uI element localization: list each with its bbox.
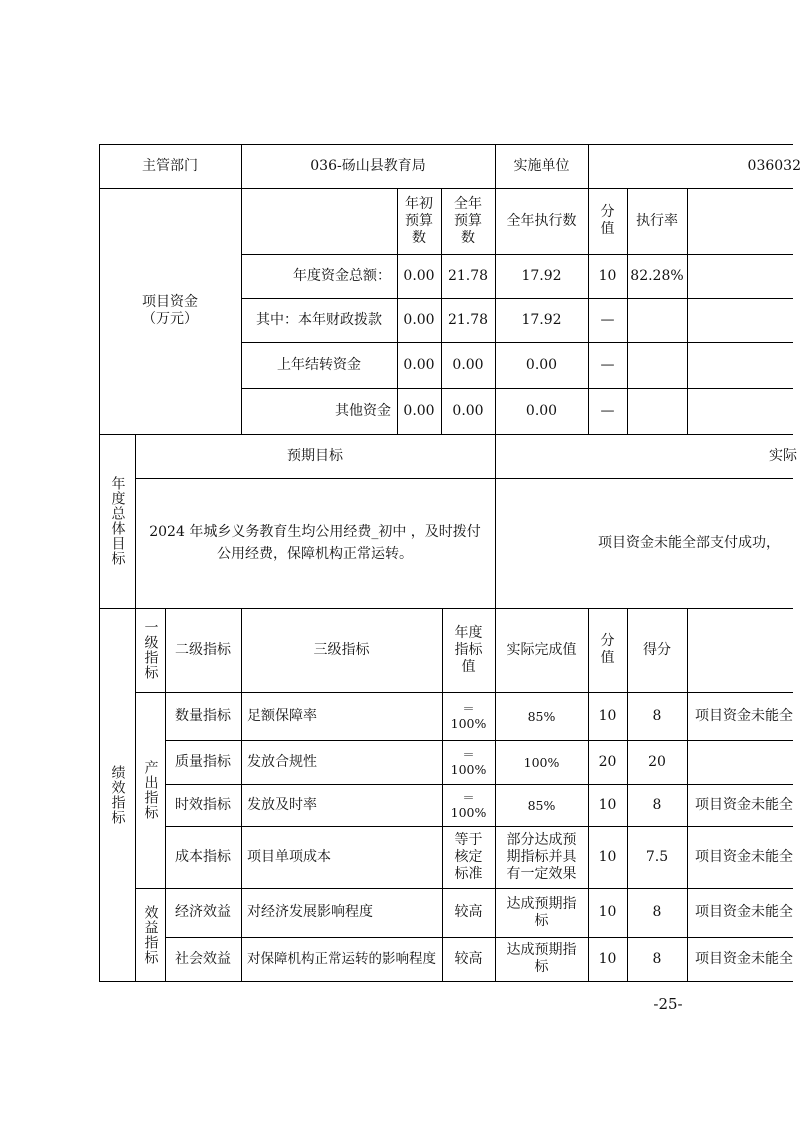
indicator-score: 10: [598, 796, 617, 813]
indicator-level2: 成本指标: [175, 848, 231, 865]
indicator-note: 项目资金未能全: [695, 707, 793, 724]
col-score: 分 值: [600, 204, 615, 237]
indicator-actual: 85%: [527, 708, 556, 724]
unit-value: 036032: [747, 157, 801, 174]
col-level2: 二级指标: [175, 641, 231, 658]
indicator-level3: 发放及时率: [247, 796, 317, 813]
actual-goal-header: 实际: [769, 447, 797, 464]
dept-value: 036-砀山县教育局: [310, 157, 426, 174]
indicator-note: [687, 740, 793, 784]
col-level3: 三级指标: [313, 641, 370, 658]
goals-section-label: 年度总体目标: [109, 476, 126, 566]
indicator-actual: 部分达成预 期指标并具 有一定效果: [506, 831, 577, 882]
col-rate: 执行率: [636, 212, 678, 229]
indicator-got: 8: [652, 904, 662, 920]
funds-section-label: 项目资金 （万元）: [142, 294, 198, 327]
col-got: 得分: [643, 641, 671, 658]
indicator-level2: 质量指标: [175, 753, 231, 770]
fund-row-rate: [627, 298, 687, 342]
indicator-target: ＝ 100%: [450, 790, 487, 820]
indicator-level3: 对经济发展影响程度: [247, 904, 373, 920]
unit-label: 实施单位: [513, 157, 570, 174]
col-executed: 全年执行数: [506, 212, 577, 229]
indicator-note: 项目资金未能全: [695, 950, 793, 967]
page-number: -25-: [653, 994, 683, 1013]
fund-row-annual: 21.78: [447, 267, 489, 284]
indicator-target: 等于 核定 标准: [454, 831, 483, 882]
fund-row-executed: 17.92: [521, 267, 562, 284]
indicator-level2: 社会效益: [175, 950, 231, 967]
indicator-actual: 达成预期指 标: [506, 895, 577, 929]
fund-row-label: 其他资金: [335, 402, 391, 419]
fund-row-score: 10: [598, 267, 617, 284]
indicator-target: ＝ 100%: [450, 701, 487, 731]
fund-row-initial: 0.00: [403, 311, 435, 328]
fund-row-annual: 0.00: [452, 402, 484, 419]
indicator-level3: 足额保障率: [247, 707, 317, 724]
indicator-got: 8: [652, 707, 662, 724]
fund-row-rate: 82.28%: [630, 267, 684, 284]
fund-row-rate: [627, 342, 687, 388]
fund-row-annual: 0.00: [452, 356, 484, 373]
col-annual-budget: 全年 预算 数: [454, 195, 482, 246]
indicator-score: 20: [598, 753, 617, 770]
fund-row-label: 其中：本年财政拨款: [256, 311, 382, 328]
indicator-score: 10: [598, 950, 617, 967]
group-benefit-label: 效益指标: [142, 904, 159, 965]
expected-goal-header: 预期目标: [287, 447, 343, 464]
indicator-actual: 85%: [527, 797, 556, 813]
indicator-got: 8: [652, 950, 662, 967]
indicator-score: 10: [598, 904, 617, 920]
indicator-actual: 100%: [523, 754, 560, 770]
indicator-level2: 经济效益: [175, 904, 231, 920]
col-actual: 实际完成值: [506, 641, 577, 658]
indicator-target: 较高: [454, 904, 483, 920]
fund-row-executed: 0.00: [525, 402, 558, 419]
fund-row-initial: 0.00: [403, 402, 435, 419]
fund-row-initial: 0.00: [403, 356, 435, 373]
indicator-level3: 发放合规性: [247, 753, 317, 770]
actual-goal-text: 项目资金未能全部支付成功，: [598, 534, 780, 551]
fund-row-label: 年度资金总额：: [293, 267, 391, 284]
indicator-score: 10: [598, 707, 617, 724]
fund-row-executed: 17.92: [521, 311, 562, 328]
fund-row-executed: 0.00: [525, 356, 558, 373]
indicator-got: 20: [648, 753, 666, 770]
indicator-got: 8: [652, 796, 662, 813]
indicators-section-label: 绩效指标: [109, 764, 126, 825]
indicator-got: 7.5: [645, 848, 669, 865]
indicator-note: 项目资金未能全: [695, 848, 793, 865]
fund-row-annual: 21.78: [447, 311, 489, 328]
indicator-level2: 时效指标: [175, 796, 231, 813]
indicator-target: 较高: [454, 950, 483, 967]
fund-row-rate: [627, 388, 687, 434]
fund-row-score: —: [600, 311, 615, 328]
col-initial-budget: 年初 预算 数: [405, 195, 433, 246]
expected-goal-text: 2024 年城乡义务教育生均公用经费_初中 ，及时拨付公用经费，保障机构正常运转。: [149, 524, 481, 562]
indicator-note: 项目资金未能全: [695, 904, 793, 920]
group-output-label: 产出指标: [142, 760, 159, 820]
fund-row-score: —: [600, 356, 615, 373]
fund-row-label: 上年结转资金: [277, 356, 361, 373]
dept-label: 主管部门: [142, 157, 198, 174]
col-score: 分 值: [600, 633, 615, 666]
indicator-score: 10: [598, 848, 617, 865]
fund-row-score: —: [600, 402, 615, 419]
indicator-note: 项目资金未能全: [695, 796, 793, 813]
indicator-level3: 对保障机构正常运转的影响程度: [247, 950, 436, 967]
indicator-target: ＝ 100%: [450, 747, 487, 777]
col-target: 年度 指标 值: [454, 624, 483, 675]
indicator-actual: 达成预期指 标: [506, 942, 577, 975]
indicator-level2: 数量指标: [175, 707, 231, 724]
indicator-level3: 项目单项成本: [247, 848, 331, 865]
fund-row-initial: 0.00: [403, 267, 435, 284]
col-level1: 一级指标: [142, 620, 159, 680]
